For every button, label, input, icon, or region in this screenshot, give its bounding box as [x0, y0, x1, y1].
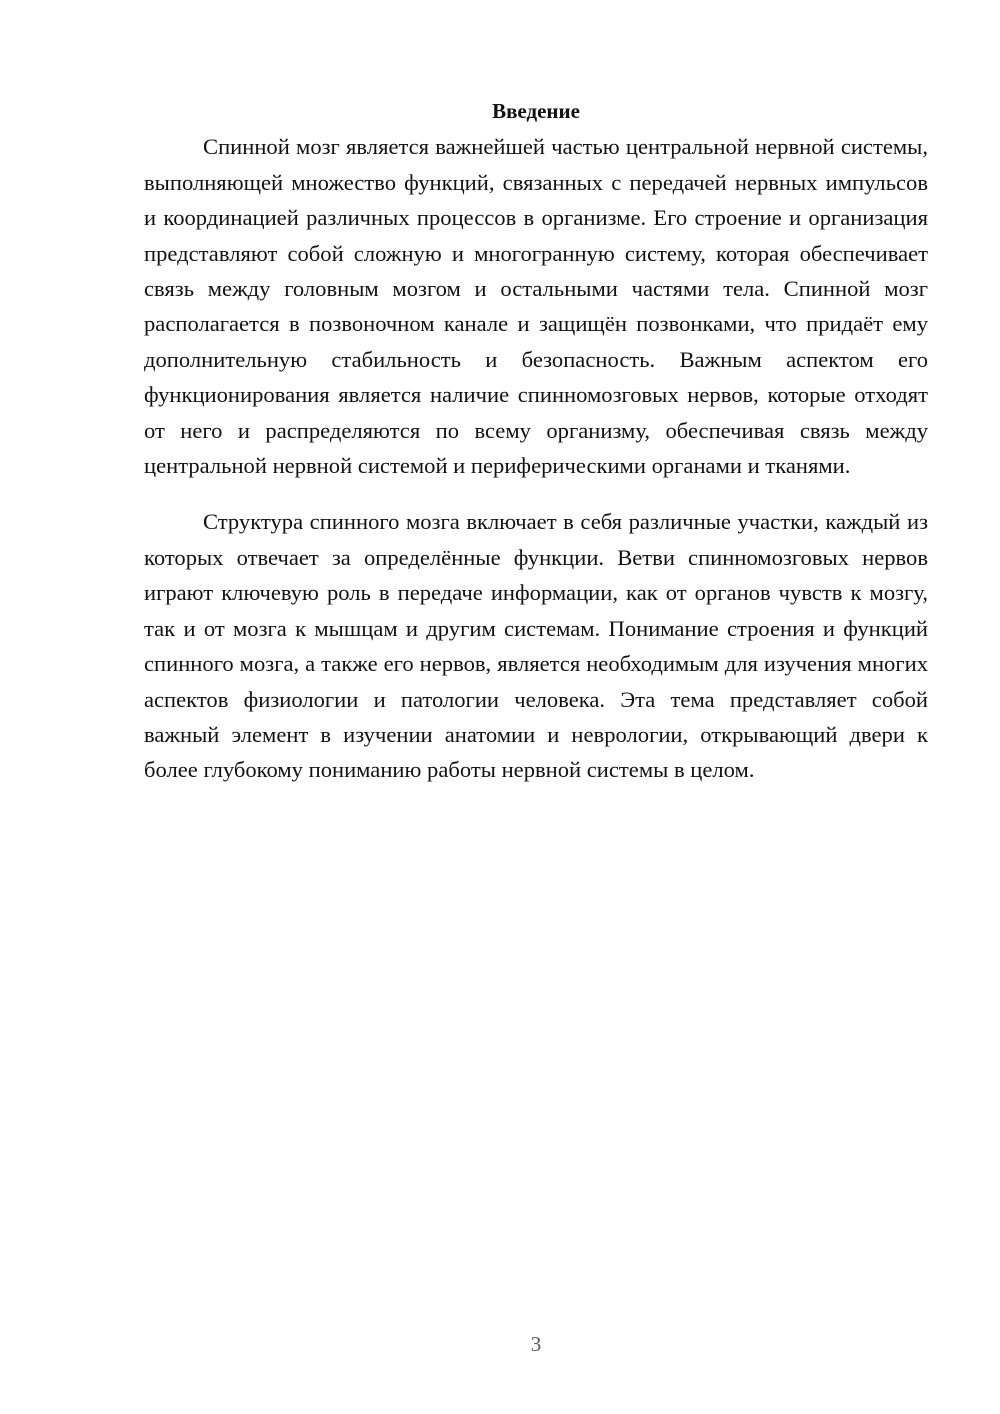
paragraph-2: Структура спинного мозга включает в себя различные участки, каждый из которых отвечает за определённые функции. Ветви спинномозговых нервов играют ключевую роль в передаче информации, как от органов чувств к мозгу, так и от мозга к мышцам и другим системам. Понимание строения и функций спинного мозга, а также его нервов, является необходимым для изучения многих аспектов физиологии и патологии человека. Эта тема представляет собой важный элемент в изучении анатомии и неврологии, открывающий двери к более глубокому пониманию работы нервной системы в целом.: [144, 509, 928, 783]
paragraph-1: Спинной мозг является важнейшей частью центральной нервной системы, выполняющей множество функций, связанных с передачей нервных импульсов и координацией различных процессов в организме. Его строение и организация представляют собой сложную и многогранную систему, которая обеспечивает связь между головным мозгом и остальными частями тела. Спинной мозг располагается в позвоночном канале и защищён позвонками, что придаёт ему дополнительную стабильность и безопасность. Важным аспектом его функционирования является наличие спинномозговых нервов, которые отходят от него и распределяются по всему организму, обеспечивая связь между центральной нервной системой и периферическими органами и тканями.: [144, 134, 928, 479]
document-body: [144, 94, 928, 788]
section-title: Введение: [492, 99, 580, 123]
page-number: 3: [530, 1332, 542, 1356]
